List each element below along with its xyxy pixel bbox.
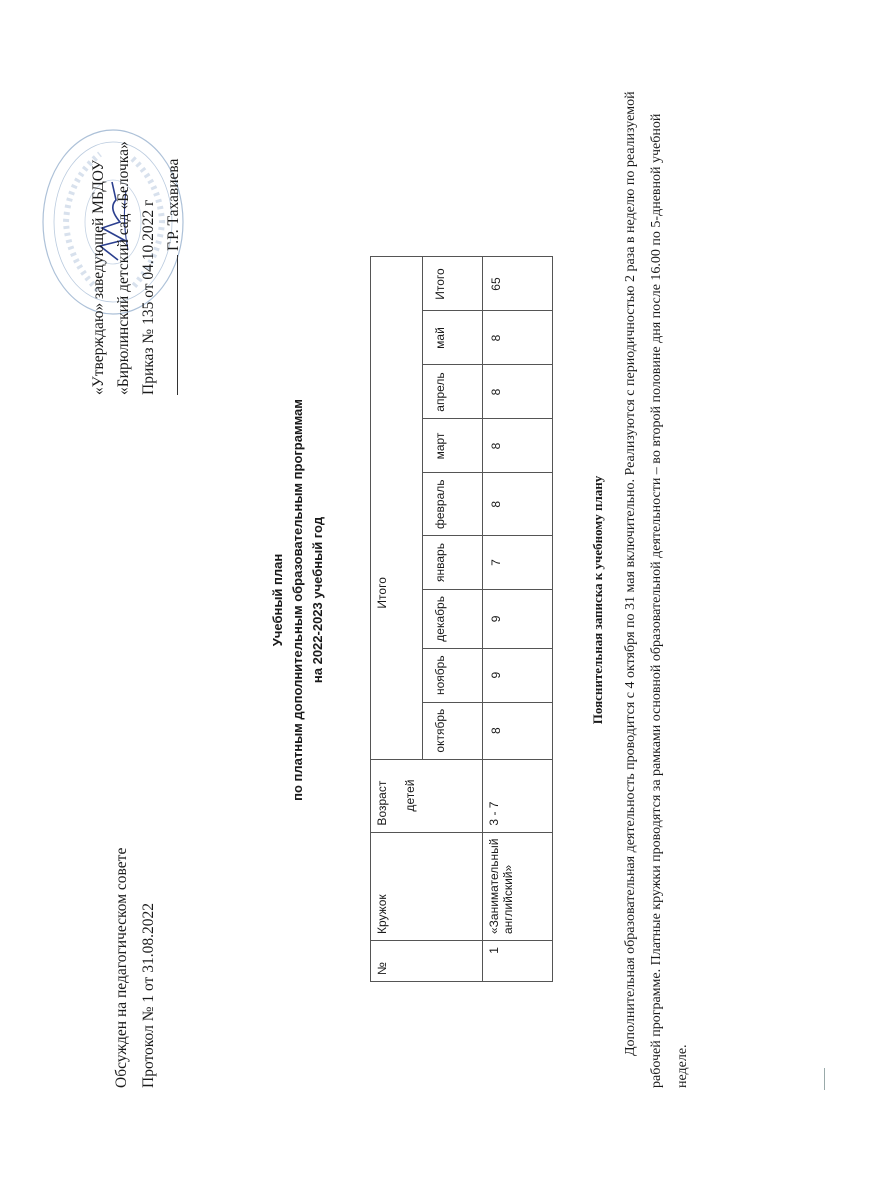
row-month-value: 8: [483, 473, 553, 536]
table-row: [483, 257, 553, 982]
approval-meeting-header: [108, 848, 162, 1088]
row-club-name: «Занимательный английский»: [483, 832, 553, 940]
row-month-value: 8: [483, 365, 553, 419]
approval-line: «Утверждаю» заведующей МБДОУ: [90, 159, 107, 395]
header-age: Возраст детей: [371, 759, 483, 832]
director-line: [161, 75, 186, 395]
header-total-group: Итого: [371, 257, 423, 759]
row-month-value: 9: [483, 648, 553, 702]
row-month-value: 8: [483, 419, 553, 473]
scan-mark: [824, 1068, 825, 1090]
institution-line: «Бирюлинский детский сад «Белочка»: [115, 141, 132, 395]
plan-title: [268, 300, 328, 900]
row-age: 3 - 7: [483, 759, 553, 832]
header-number: №: [371, 941, 483, 982]
header-month: февраль: [423, 473, 483, 536]
note-body: Дополнительная образовательная деятельность проводится с 4 октября по 31 мая включительно. Реализуются с периодичностью 2 раза в неделю по реализуемой рабочей программе. Платные кружки проводятся за рамками основной образовательной деятельности – во второй половине дня после 16.00 по 5-дневной учебной неделе.: [623, 91, 690, 1088]
header-month: май: [423, 311, 483, 365]
header-month: октябрь: [423, 702, 483, 759]
row-month-value: 7: [483, 536, 553, 590]
header-month: апрель: [423, 365, 483, 419]
row-number: 1: [483, 941, 553, 982]
row-total-value: 65: [483, 257, 553, 311]
row-month-value: 8: [483, 702, 553, 759]
row-month-value: 9: [483, 590, 553, 649]
meeting-line: Обсужден на педагогическом совете: [113, 847, 130, 1088]
note-title: Пояснительная записка к учебному плану: [590, 475, 605, 725]
approval-header: [86, 75, 186, 395]
title-line-1: Учебный план: [270, 553, 285, 647]
row-month-value: 8: [483, 311, 553, 365]
signature-line: [177, 255, 178, 395]
header-club: Кружок: [371, 832, 483, 940]
header-month: март: [423, 419, 483, 473]
table-header-row: [371, 257, 423, 982]
order-line: Приказ № 135 от 04.10.2022 г: [140, 199, 157, 395]
header-month: январь: [423, 536, 483, 590]
study-plan-table: [370, 257, 553, 983]
director-name: Г.Р. Тахавиева: [165, 158, 182, 251]
header-row-total: Итого: [423, 257, 483, 311]
header-month: декабрь: [423, 590, 483, 649]
protocol-line: Протокол № 1 от 31.08.2022: [140, 903, 157, 1088]
title-line-3: на 2022-2023 учебный год: [310, 516, 325, 684]
header-month: ноябрь: [423, 648, 483, 702]
title-line-2: по платным дополнительным образовательным программам: [290, 399, 305, 801]
